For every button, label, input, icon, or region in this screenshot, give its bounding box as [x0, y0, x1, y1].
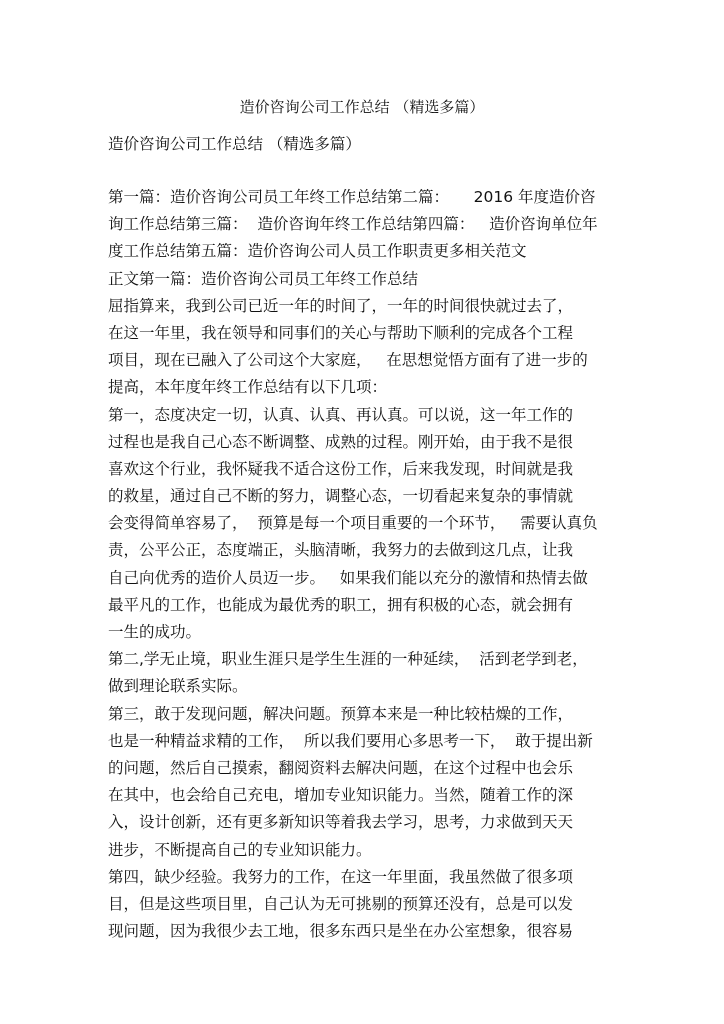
body-line: 的问题，然后自己摸索，翻阅资料去解决问题，在这个过程中也会乐	[108, 758, 574, 777]
body-line: 屈指算来，我到公司已近一年的时间了，一年的时间很快就过去了，	[108, 296, 574, 315]
body-line: 第四，缺少经验。我努力的工作，在这一年里面，我虽然做了很多项	[108, 867, 574, 886]
body-line: 过程也是我自己心态不断调整、成熟的过程。刚开始，由于我不是很	[108, 432, 574, 451]
body-line: 第一篇：造价咨询公司员工年终工作总结第二篇： 2016 年度造价咨	[108, 188, 596, 206]
body-line: 也是一种精益求精的工作， 所以我们要用心多思考一下， 敢于提出新	[108, 731, 593, 750]
document-body	[108, 184, 618, 945]
body-line: 入，设计创新，还有更多新知识等着我去学习，思考，力求做到天天	[108, 813, 574, 832]
body-line: 现问题，因为我很少去工地，很多东西只是坐在办公室想象，很容易	[108, 922, 574, 941]
body-line: 进步，不断提高自己的专业知识能力。	[108, 840, 372, 859]
body-line: 度工作总结第五篇：造价咨询公司人员工作职责更多相关范文	[108, 242, 527, 261]
body-line: 询工作总结第三篇： 造价咨询年终工作总结第四篇： 造价咨询单位年	[108, 215, 598, 234]
body-line: 第三，敢于发现问题，解决问题。预算本来是一种比较枯燥的工作，	[108, 704, 574, 723]
body-line: 会变得简单容易了， 预算是每一个项目重要的一个环节， 需要认真负	[108, 514, 598, 533]
body-line: 最平凡的工作，也能成为最优秀的职工，拥有积极的心态，就会拥有	[108, 595, 574, 614]
body-line: 做到理论联系实际。	[108, 677, 248, 696]
body-line: 喜欢这个行业，我怀疑我不适合这份工作，后来我发现，时间就是我	[108, 459, 574, 478]
body-line: 一生的成功。	[108, 623, 202, 641]
body-line: 第一，态度决定一切，认真、认真、再认真。可以说，这一年工作的	[108, 405, 574, 424]
body-line: 第二,学无止境，职业生涯只是学生生涯的一种延续， 活到老学到老，	[108, 650, 588, 669]
body-line: 在这一年里，我在领导和同事们的关心与帮助下顺利的完成各个工程	[108, 323, 574, 342]
body-line: 的救星，通过自己不断的努力，调整心态，一切看起来复杂的事情就	[108, 487, 574, 506]
body-line: 项目，现在已融入了公司这个大家庭， 在思想觉悟方面有了进一步的	[108, 351, 588, 370]
document-subtitle: 造价咨询公司工作总结 （精选多篇）	[108, 135, 361, 153]
body-line: 正文第一篇：造价咨询公司员工年终工作总结	[108, 269, 419, 288]
body-line: 自己向优秀的造价人员迈一步。 如果我们能以充分的激情和热情去做	[108, 568, 588, 587]
body-line: 在其中，也会给自己充电，增加专业知识能力。当然，随着工作的深	[108, 786, 574, 805]
body-line: 责，公平公正，态度端正，头脑清晰，我努力的去做到这几点，让我	[108, 541, 574, 560]
body-line: 目，但是这些项目里，自己认为无可挑剔的预算还没有，总是可以发	[108, 894, 574, 913]
body-line: 提高，本年度年终工作总结有以下几项：	[108, 378, 388, 397]
page-title: 造价咨询公司工作总结 （精选多篇）	[239, 98, 485, 116]
